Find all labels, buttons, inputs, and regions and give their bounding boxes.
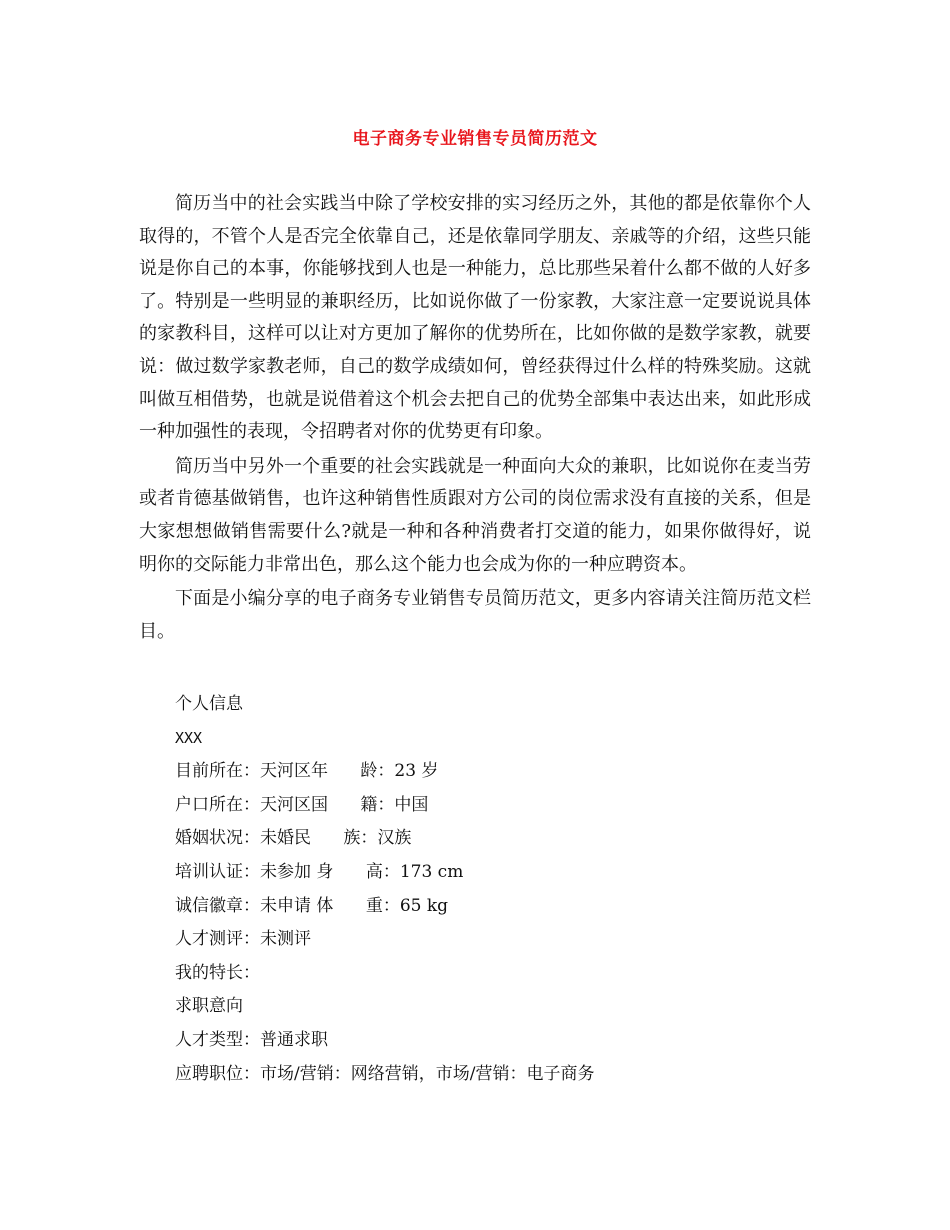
field-marital-ethnicity: 婚姻状况：未婚民 族：汉族 bbox=[175, 828, 412, 849]
document-body bbox=[139, 188, 811, 648]
field-specialty: 我的特长： bbox=[175, 962, 260, 983]
field-hukou-nationality: 户口所在：天河区国 籍：中国 bbox=[175, 794, 429, 815]
field-talent-type: 人才类型：普通求职 bbox=[175, 1029, 328, 1050]
paragraph-intro: 下面是小编分享的电子商务专业销售专员简历范文，更多内容请关注简历范文栏目。 bbox=[139, 588, 811, 642]
document-title: 电子商务专业销售专员简历范文 bbox=[352, 129, 598, 149]
field-applied-position: 应聘职位：市场/营销：网络营销，市场/营销：电子商务 bbox=[175, 1063, 595, 1084]
field-badge-weight: 诚信徽章：未申请 体 重：65 kg bbox=[175, 895, 449, 916]
paragraph-social-practice: 简历当中的社会实践当中除了学校安排的实习经历之外，其他的都是依靠你个人取得的，不管个人是否完全依靠自己，还是依靠同学朋友、亲戚等的介绍，这些只能说是你自己的本事，你能够找到人也是一种能力，总比那些呆着什么都不做的人好多了。特别是一些明显的兼职经历，比如说你做了一份家教，大家注意一定要说说具体的家教科目，这样可以让对方更加了解你的优势所在，比如你做的是数学家教，就要说：做过数学家教老师，自己的数学成绩如何，曾经获得过什么样的特殊奖励。这就叫做互相借势，也就是说借着这个机会去把自己的优势全部集中表达出来，如此形成一种加强性的表现，令招聘者对你的优势更有印象。 bbox=[139, 193, 811, 443]
resume-fields bbox=[175, 688, 815, 1091]
section-heading-job-intention: 求职意向 bbox=[175, 996, 243, 1017]
field-location-age: 目前所在：天河区年 龄：23 岁 bbox=[175, 761, 439, 782]
paragraph-part-time-sales: 简历当中另外一个重要的社会实践就是一种面向大众的兼职，比如说你在麦当劳或者肯德基做销售，也许这种销售性质跟对方公司的岗位需求没有直接的关系，但是大家想想做销售需要什么?就是一种和各种消费者打交道的能力，如果你做得好，说明你的交际能力非常出色，那么这个能力也会成为你的一种应聘资本。 bbox=[139, 455, 811, 575]
section-heading-personal-info: 个人信息 bbox=[175, 694, 243, 714]
field-name: XXX bbox=[175, 728, 203, 747]
field-talent-assessment: 人才测评：未测评 bbox=[175, 929, 311, 950]
field-training-height: 培训认证：未参加 身 高：173 cm bbox=[175, 861, 464, 882]
